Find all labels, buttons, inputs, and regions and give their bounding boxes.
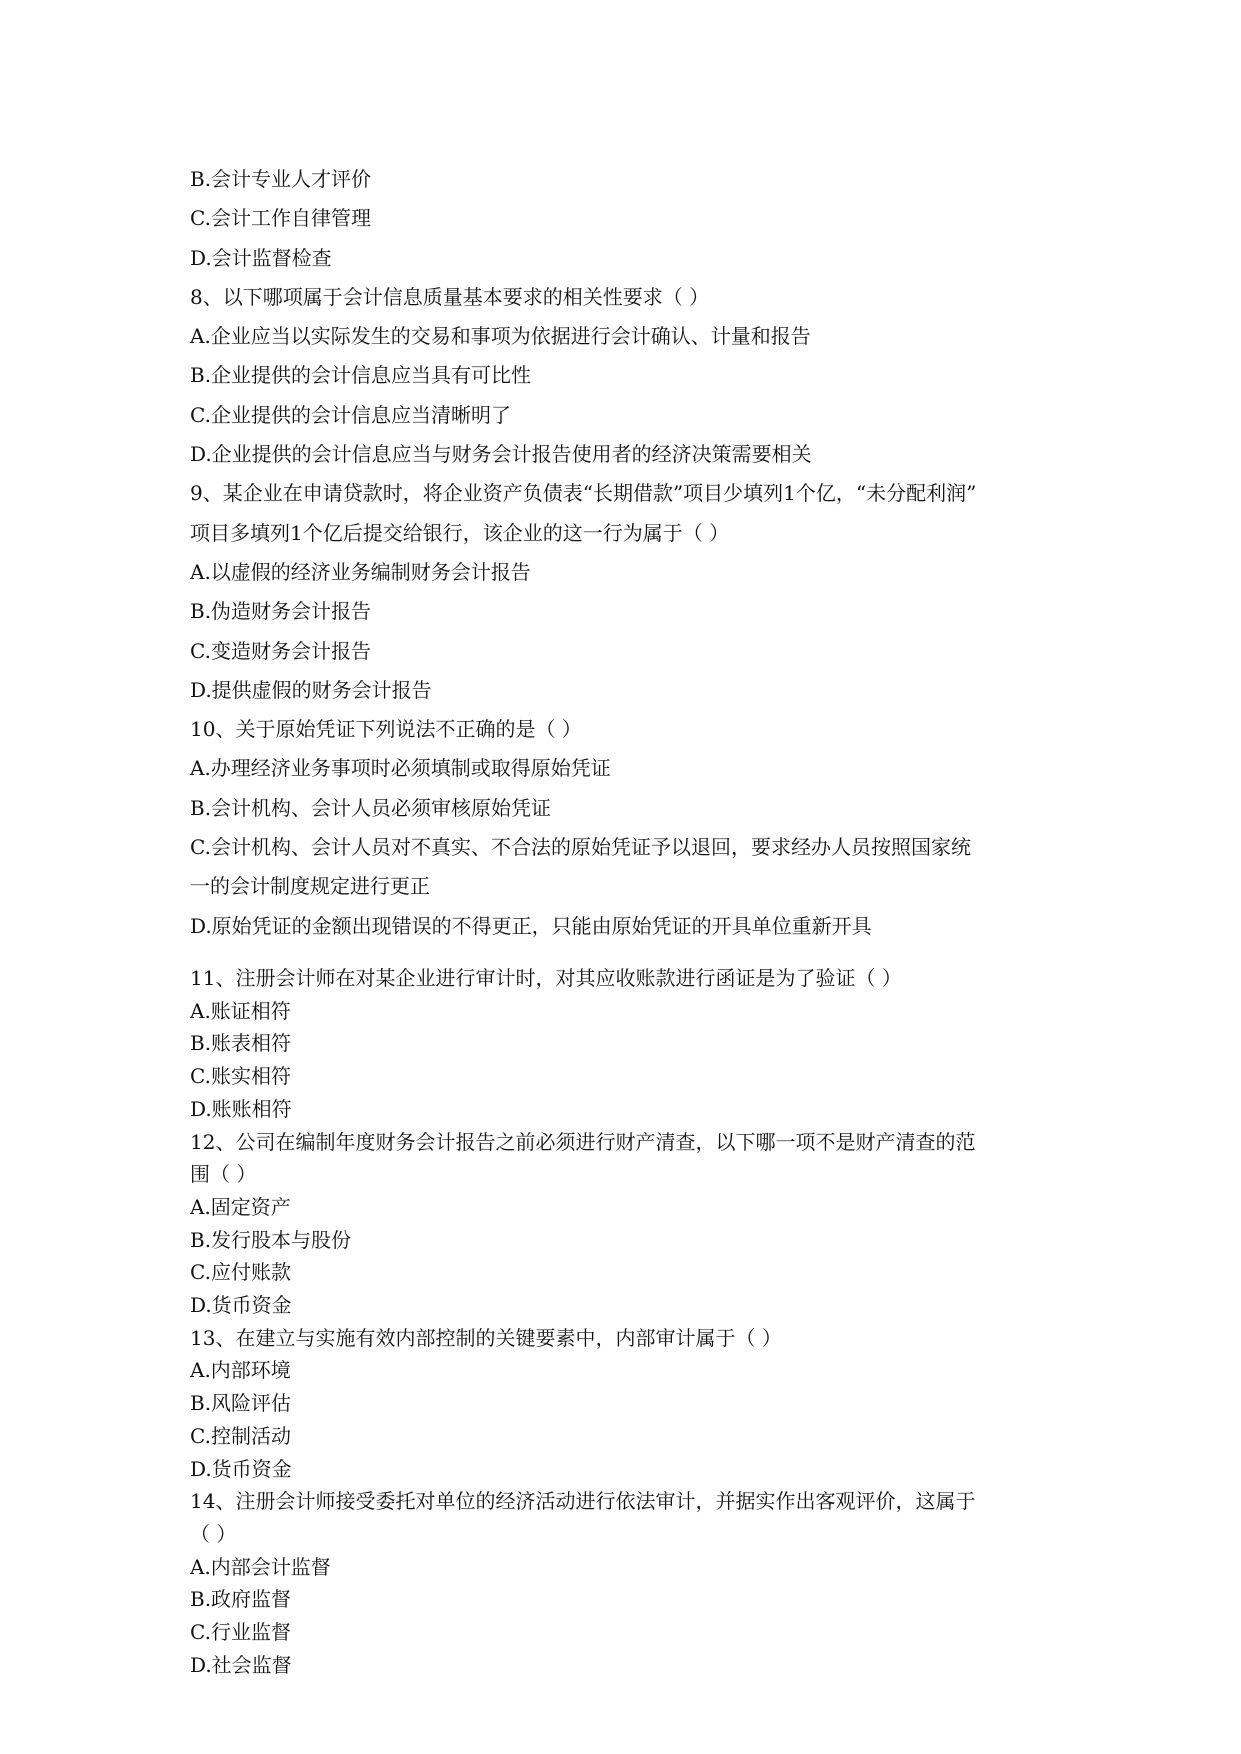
text-line: B.发行股本与股份	[190, 1227, 352, 1252]
text-line: （ ）	[190, 1521, 237, 1546]
section-questions-8-10	[190, 160, 1070, 946]
text-line: A.固定资产	[190, 1194, 291, 1219]
text-line: D.提供虚假的财务会计报告	[190, 677, 432, 702]
text-line: C.账实相符	[190, 1064, 291, 1089]
text-line: 一的会计制度规定进行更正	[190, 874, 430, 899]
text-line: A.企业应当以实际发生的交易和事项为依据进行会计确认、计量和报告	[190, 324, 811, 349]
text-line: B.企业提供的会计信息应当具有可比性	[190, 363, 532, 388]
text-line: B.会计专业人才评价	[190, 167, 372, 191]
text-line: 围（ ）	[190, 1162, 257, 1187]
text-line: D.货币资金	[190, 1456, 292, 1481]
question-13: 13、在建立与实施有效内部控制的关键要素中，内部审计属于（ ）	[190, 1325, 782, 1350]
text-line: C.控制活动	[190, 1423, 291, 1448]
text-line: D.社会监督	[190, 1652, 292, 1677]
text-line: C.会计工作自律管理	[190, 206, 371, 231]
text-line: C.变造财务会计报告	[190, 638, 371, 663]
question-10: 10、关于原始凭证下列说法不正确的是（ ）	[190, 717, 582, 742]
text-line: D.企业提供的会计信息应当与财务会计报告使用者的经济决策需要相关	[190, 442, 812, 467]
text-line: B.政府监督	[190, 1587, 292, 1612]
text-line: A.内部会计监督	[190, 1554, 331, 1579]
text-line: B.伪造财务会计报告	[190, 599, 372, 624]
text-line: B.风险评估	[190, 1391, 292, 1416]
text-line: C.企业提供的会计信息应当清晰明了	[190, 402, 511, 427]
text-line: A.内部环境	[190, 1358, 291, 1383]
question-11: 11、注册会计师在对某企业进行审计时，对其应收账款进行函证是为了验证（ ）	[190, 966, 902, 990]
text-line: B.会计机构、会计人员必须审核原始凭证	[190, 795, 552, 820]
question-14: 14、注册会计师接受委托对单位的经济活动进行依法审计，并据实作出客观评价，这属于	[190, 1489, 976, 1514]
text-line: 项目多填列1个亿后提交给银行，该企业的这一行为属于（ ）	[190, 520, 730, 545]
question-8: 8、以下哪项属于会计信息质量基本要求的相关性要求（ ）	[190, 284, 710, 309]
text-line: A.办理经济业务事项时必须填制或取得原始凭证	[190, 756, 611, 781]
text-line: C.会计机构、会计人员对不真实、不合法的原始凭证予以退回，要求经办人员按照国家统	[190, 835, 971, 860]
text-line: B.账表相符	[190, 1031, 292, 1056]
text-line: C.应付账款	[190, 1260, 291, 1285]
question-12: 12、公司在编制年度财务会计报告之前必须进行财产清查，以下哪一项不是财产清查的范	[190, 1129, 976, 1154]
text-line: D.货币资金	[190, 1293, 292, 1318]
section-questions-11-14	[190, 962, 1070, 1681]
text-line: D.原始凭证的金额出现错误的不得更正，只能由原始凭证的开具单位重新开具	[190, 913, 872, 938]
text-line: D.账账相符	[190, 1096, 292, 1121]
text-line: D.会计监督检查	[190, 245, 332, 270]
text-line: C.行业监督	[190, 1620, 291, 1645]
text-line: A.以虚假的经济业务编制财务会计报告	[190, 559, 531, 584]
question-9: 9、某企业在申请贷款时，将企业资产负债表“长期借款”项目少填列1个亿，“未分配利润”	[190, 481, 977, 506]
text-line: A.账证相符	[190, 998, 291, 1023]
